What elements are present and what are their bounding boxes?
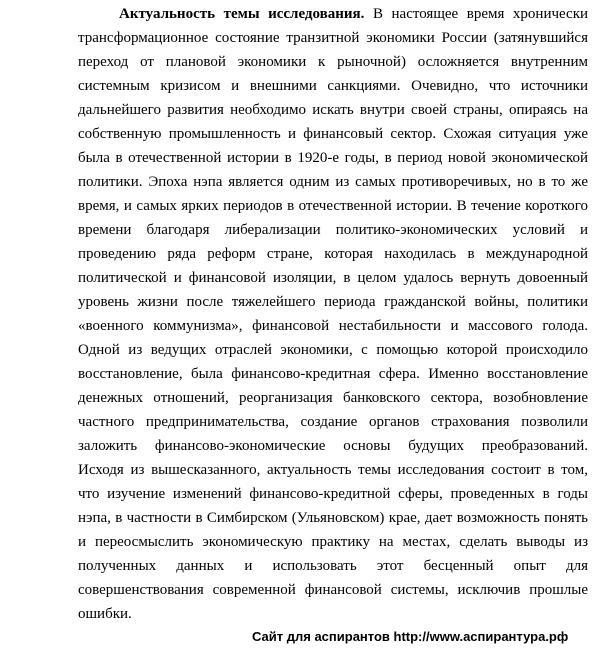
paragraph-line: частного предпринимательства, создание органов страхования позволили [78, 414, 588, 430]
paragraph-line: дальнейшего развития необходимо искать внутри своей страны, опираясь на [78, 102, 588, 118]
paragraph-line: Одной из ведущих отраслей экономики, с помощью которой происходило [78, 342, 588, 358]
paragraph-line: уровень жизни после тяжелейшего периода гражданской войны, политики [78, 294, 588, 310]
paragraph-line: полученных данных и использовать этот бесценный опыт для [78, 558, 588, 574]
paragraph-line: проведению ряда реформ стране, которая находилась в международной [78, 246, 588, 262]
site-watermark: Сайт для аспирантов http://www.аспирантура.рф [252, 629, 569, 644]
paragraph-line: совершенствования современной финансовой системы, исключив прошлые [78, 582, 588, 598]
paragraph-line: и переосмыслить экономическую практику на местах, сделать выводы из [78, 534, 588, 550]
paragraph-line: системным кризисом и внешними санкциями. Очевидно, что источники [78, 78, 588, 94]
section-heading: Актуальность темы исследования. [119, 6, 365, 22]
paragraph-line: «военного коммунизма», финансовой нестабильности и массового голода. [78, 318, 588, 334]
paragraph-line: политики. Эпоха нэпа является одним из самых противоречивых, но в то же [78, 174, 588, 190]
paragraph-line: собственную промышленность и финансовый сектор. Схожая ситуация уже [78, 126, 588, 142]
first-line [119, 2, 588, 26]
paragraph-line: политической и финансовой изоляции, в целом удалось вернуть довоенный [78, 270, 588, 286]
paragraph-line: была в отечественной истории в 1920-е годы, в период новой экономической [78, 150, 588, 166]
paragraph-line: нэпа, в частности в Симбирском (Ульяновском) крае, дает возможность понять [78, 510, 588, 526]
paragraph-line: заложить финансово-экономические основы будущих преобразований. [78, 438, 588, 454]
paragraph-line: времени благодаря либерализации политико-экономических условий и [78, 222, 588, 238]
paragraph-line: трансформационное состояние транзитной экономики России (затянувшийся [78, 30, 588, 46]
first-line-text: В настоящее время хронически [372, 6, 589, 22]
paragraph-line: Исходя из вышесказанного, актуальность темы исследования состоит в том, [78, 462, 588, 478]
paragraph-line: денежных отношений, реорганизация банковского сектора, возобновление [78, 390, 588, 406]
paragraph-last-line: ошибки. [78, 606, 132, 622]
paragraph-line: что изучение изменений финансово-кредитной сферы, проведенных в годы [78, 486, 588, 502]
paragraph-line: время, и самых ярких периодов в отечественной истории. В течение короткого [78, 198, 588, 214]
paragraph-line: переход от плановой экономики к рыночной) осложняется внутренним [78, 54, 588, 70]
paragraph-line: восстановление, была финансово-кредитная сфера. Именно восстановление [78, 366, 588, 382]
